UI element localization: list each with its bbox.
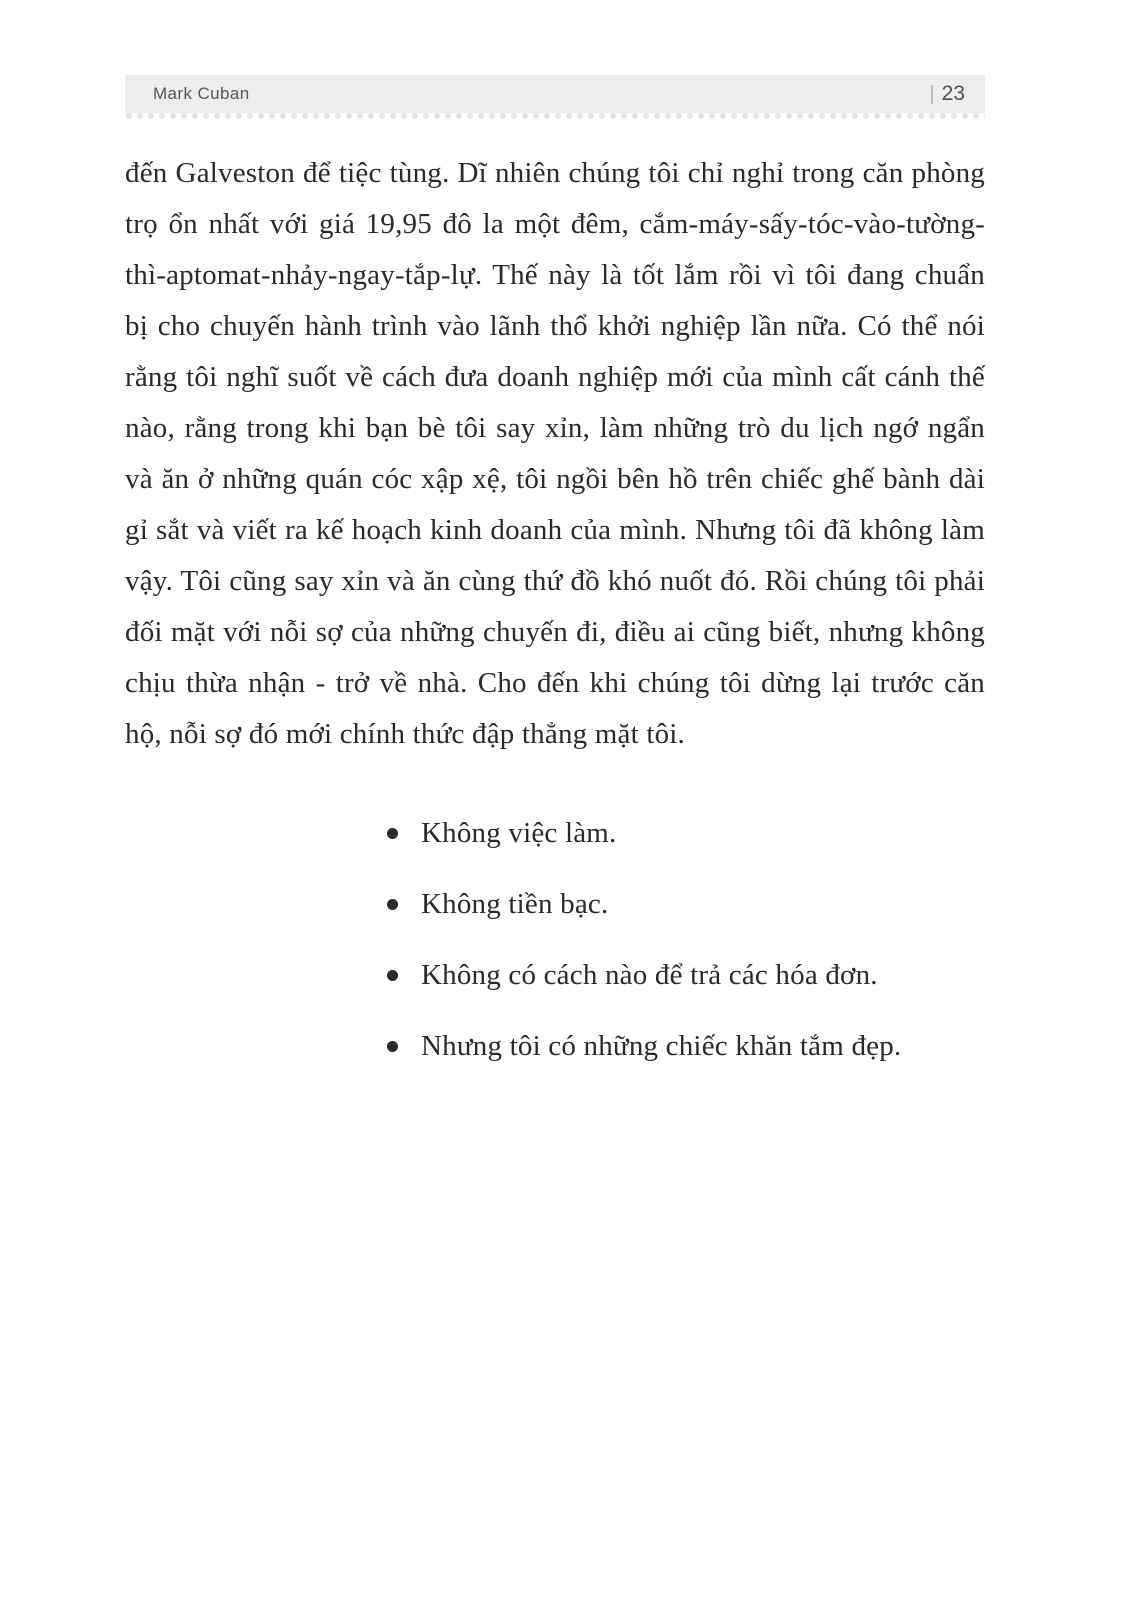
bullet-item-2 [387, 879, 985, 930]
bullet-text: Không tiền bạc. [421, 888, 609, 920]
page-number-group [929, 82, 965, 106]
bullet-item-3 [387, 950, 985, 1001]
bullet-text: Nhưng tôi có những chiếc khăn tắm đẹp. [421, 1030, 902, 1062]
bullet-item-1 [387, 808, 985, 859]
bullet-dot-icon [387, 970, 398, 981]
header-torn-edge [125, 113, 985, 122]
bullet-text: Không có cách nào để trả các hóa đơn. [421, 959, 878, 991]
page-number-divider: | [929, 82, 935, 105]
bullet-list [125, 808, 985, 1072]
bullet-dot-icon [387, 899, 398, 910]
running-header [125, 75, 985, 113]
page-body [125, 148, 985, 1072]
bullet-dot-icon [387, 1041, 398, 1052]
bullet-item-4 [387, 1021, 985, 1072]
body-paragraph: đến Galveston để tiệc tùng. Dĩ nhiên chúng tôi chỉ nghỉ trong căn phòng trọ ổn nhất với giá 19,95 đô la một đêm, cắm-máy-sấy-tóc-vào-tường-thì-aptomat-nhảy-ngay-tắp-lự. Thế này là tốt lắm rồi vì tôi đang chuẩn bị cho chuyến hành trình vào lãnh thổ khởi nghiệp lần nữa. Có thể nói rằng tôi nghĩ suốt về cách đưa doanh nghiệp mới của mình cất cánh thế nào, rằng trong khi bạn bè tôi say xỉn, làm những trò du lịch ngớ ngẩn và ăn ở những quán cóc xập xệ, tôi ngồi bên hồ trên chiếc ghế bành dài gỉ sắt và viết ra kế hoạch kinh doanh của mình. Nhưng tôi đã không làm vậy. Tôi cũng say xỉn và ăn cùng thứ đồ khó nuốt đó. Rồi chúng tôi phải đối mặt với nỗi sợ của những chuyến đi, điều ai cũng biết, nhưng không chịu thừa nhận - trở về nhà. Cho đến khi chúng tôi dừng lại trước căn hộ, nỗi sợ đó mới chính thức đập thẳng mặt tôi. [125, 157, 985, 750]
bullet-dot-icon [387, 828, 398, 839]
bullet-text: Không việc làm. [421, 817, 617, 849]
running-header-author: Mark Cuban [153, 84, 250, 103]
page-number: 23 [941, 82, 965, 105]
